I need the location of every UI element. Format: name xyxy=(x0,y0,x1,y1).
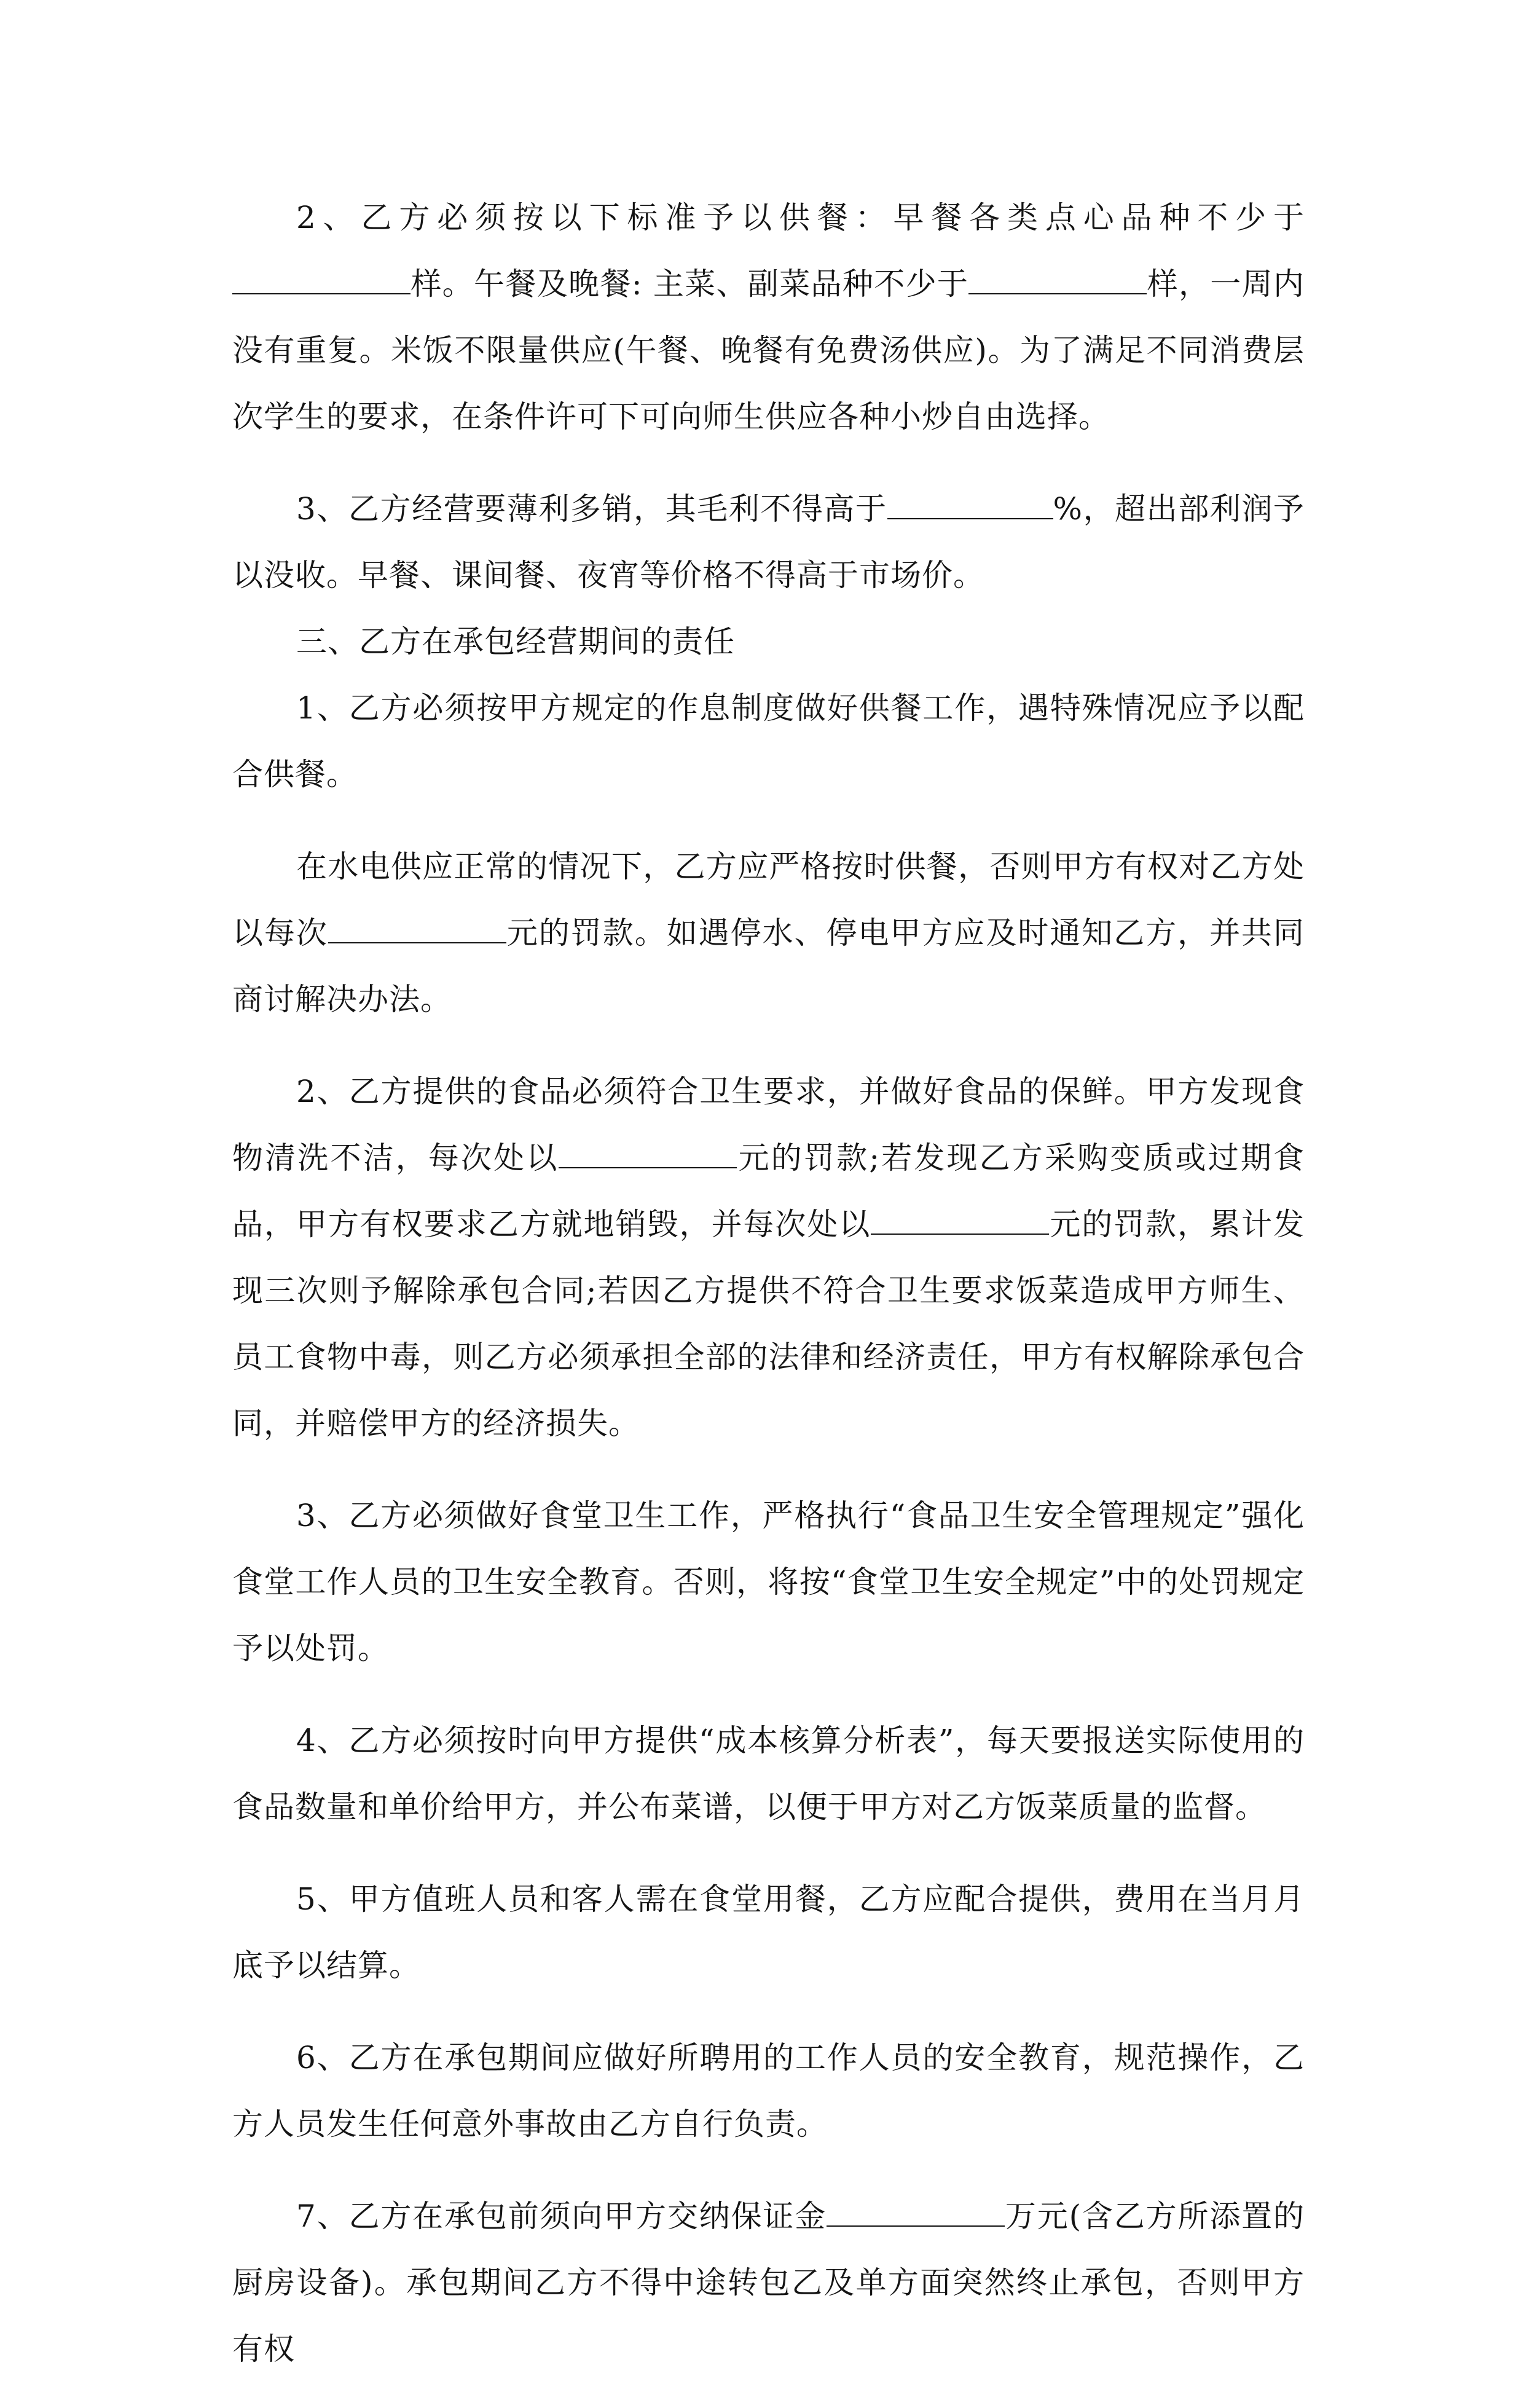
clause-text: 3、乙方必须做好食堂卫生工作，严格执行“食品卫生安全管理规定”强化食堂工作人员的卫生安全教育。否则，将按“食堂卫生安全规定”中的处罚规定予以处罚。 xyxy=(232,1498,1305,1666)
clause-text: 在水电供应正常的情况下，乙方应严格按时供餐，否则甲方有权对乙方处以每次 xyxy=(232,849,1305,951)
clause-profit-margin xyxy=(232,476,1305,608)
fill-blank xyxy=(871,1206,1049,1235)
clause-text: 6、乙方在承包期间应做好所聘用的工作人员的安全教育，规范操作，乙方人员发生任何意外事故由乙方自行负责。 xyxy=(232,2040,1305,2142)
fill-blank xyxy=(559,1140,737,1168)
clause-canteen-sanitation xyxy=(232,1482,1305,1682)
clause-text: 样。午餐及晚餐: 主菜、副菜品种不少于 xyxy=(410,266,969,302)
clause-text: 3、乙方经营要薄利多销，其毛利不得高于 xyxy=(296,491,887,527)
clause-text: 万元(含乙方所添置的厨房设备)。承包期间乙方不得中途转包乙及单方面突然终止承包，否则甲方有权 xyxy=(232,2198,1305,2367)
clause-text: 2、乙方必须按以下标准予以供餐：早餐各类点心品种不少于 xyxy=(296,200,1305,235)
clause-text: 4、乙方必须按时向甲方提供“成本核算分析表”，每天要报送实际使用的食品数量和单价给甲方，并公布菜谱，以便于甲方对乙方饭菜质量的监督。 xyxy=(232,1723,1305,1825)
fill-blank xyxy=(827,2198,1005,2227)
clause-meal-standard xyxy=(232,184,1305,450)
clause-text: 样，一周内没有重复。米饭不限量供应(午餐、晚餐有免费汤供应)。为了满足不同消费层次学生的要求，在条件许可下可向师生供应各种小炒自由选择。 xyxy=(232,266,1305,435)
clause-text: 元的罚款;若发现乙方采购变质或过期食品，甲方有权要求乙方就地销毁，并每次处以 xyxy=(232,1140,1305,1242)
clause-text: 1、乙方必须按甲方规定的作息制度做好供餐工作，遇特殊情况应予以配合供餐。 xyxy=(232,690,1305,792)
section-heading xyxy=(232,608,1305,675)
clause-text: %，超出部利润予以没收。早餐、课间餐、夜宵等价格不得高于市场价。 xyxy=(232,491,1305,593)
clause-text: 2、乙方提供的食品必须符合卫生要求，并做好食品的保鲜。甲方发现食物清洗不洁，每次处以 xyxy=(232,1074,1305,1176)
clause-text: 7、乙方在承包前须向甲方交纳保证金 xyxy=(296,2198,827,2234)
heading-text: 三、乙方在承包经营期间的责任 xyxy=(296,624,735,659)
fill-blank xyxy=(968,266,1147,294)
clause-cost-report xyxy=(232,1707,1305,1840)
contract-body xyxy=(232,184,1305,2408)
clause-food-hygiene xyxy=(232,1058,1305,1457)
fill-blank xyxy=(328,915,506,943)
clause-text: 元的罚款，累计发现三次则予解除承包合同;若因乙方提供不符合卫生要求饭菜造成甲方师生、员工食物中毒，则乙方必须承担全部的法律和经济责任，甲方有权解除承包合同，并赔偿甲方的经济损失。 xyxy=(232,1206,1305,1441)
clause-staff-safety xyxy=(232,2024,1305,2157)
clause-guest-meals xyxy=(232,1866,1305,1999)
clause-text: 元的罚款。如遇停水、停电甲方应及时通知乙方，并共同商讨解决办法。 xyxy=(232,915,1305,1017)
fill-blank xyxy=(232,266,410,294)
clause-on-time-penalty xyxy=(232,833,1305,1033)
clause-text: 5、甲方值班人员和客人需在食堂用餐，乙方应配合提供，费用在当月月底予以结算。 xyxy=(232,1881,1305,1983)
clause-deposit xyxy=(232,2183,1305,2382)
fill-blank xyxy=(887,491,1053,519)
clause-meal-schedule xyxy=(232,675,1305,808)
